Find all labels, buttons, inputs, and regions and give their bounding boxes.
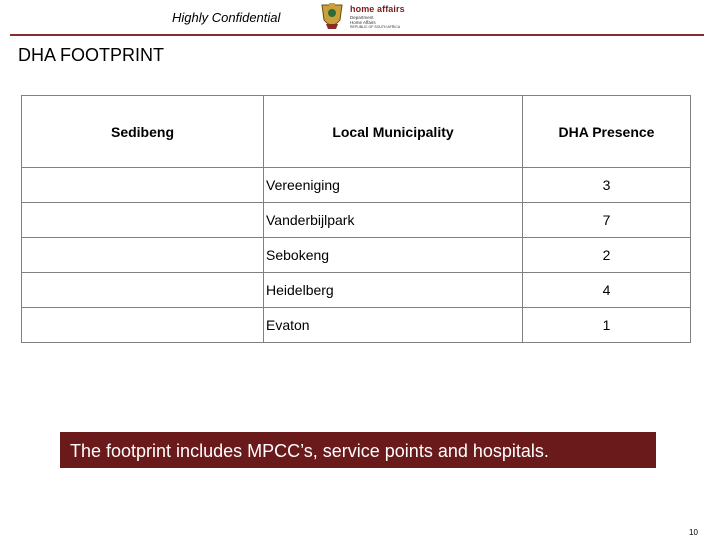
logo-country-text: REPUBLIC OF SOUTH AFRICA — [350, 25, 401, 29]
municipality-cell: Vanderbijlpark — [264, 203, 523, 238]
footnote-banner — [60, 432, 656, 468]
district-cell — [22, 238, 264, 273]
page-title: DHA FOOTPRINT — [18, 45, 165, 65]
confidentiality-label: Highly Confidential — [172, 10, 281, 25]
district-header: Sedibeng — [22, 96, 264, 168]
municipality-column-header: Local Municipality — [264, 96, 523, 168]
table-header-row — [22, 96, 691, 168]
district-cell — [22, 168, 264, 203]
table-row — [22, 238, 691, 273]
footprint-table — [21, 95, 691, 343]
header-divider — [10, 34, 704, 36]
table-row — [22, 203, 691, 238]
presence-cell: 1 — [523, 308, 691, 343]
municipality-cell: Evaton — [264, 308, 523, 343]
table-row — [22, 308, 691, 343]
logo-department-text — [350, 15, 376, 25]
municipality-cell: Vereeniging — [264, 168, 523, 203]
presence-cell: 3 — [523, 168, 691, 203]
logo-line-2: Home Affairs — [350, 20, 376, 25]
logo-brand-text: home affairs — [350, 4, 405, 14]
district-cell — [22, 203, 264, 238]
logo-line-1: Department — [350, 15, 374, 20]
table-row — [22, 168, 691, 203]
home-affairs-logo — [318, 2, 410, 34]
district-cell — [22, 273, 264, 308]
district-cell — [22, 308, 264, 343]
presence-cell: 2 — [523, 238, 691, 273]
presence-cell: 4 — [523, 273, 691, 308]
table-row — [22, 273, 691, 308]
municipality-cell: Sebokeng — [264, 238, 523, 273]
page-number: 10 — [689, 528, 698, 537]
municipality-cell: Heidelberg — [264, 273, 523, 308]
coat-of-arms-icon — [318, 2, 346, 32]
footnote-text: The footprint includes MPCC’s, service points and hospitals. — [70, 441, 549, 461]
presence-column-header: DHA Presence — [523, 96, 691, 168]
presence-cell: 7 — [523, 203, 691, 238]
